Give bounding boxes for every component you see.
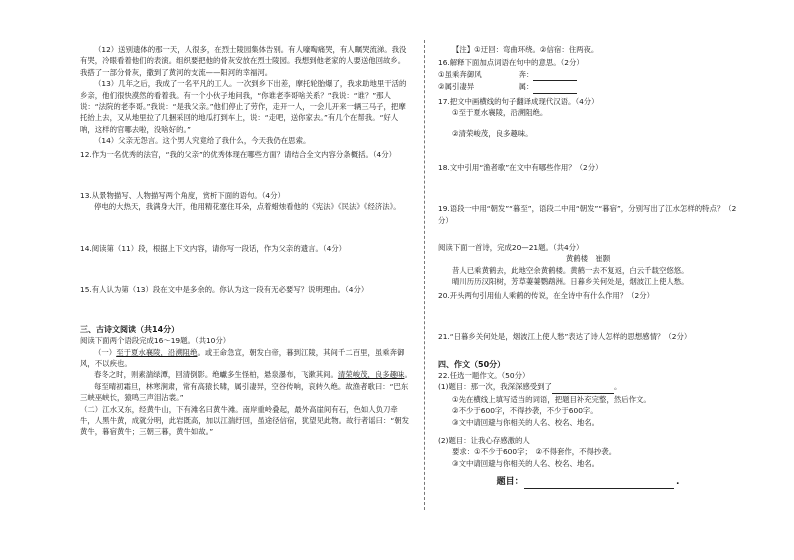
right-column bbox=[438, 44, 738, 489]
answer-space-19 bbox=[438, 226, 738, 242]
question-16a-word: 奔： bbox=[518, 69, 534, 79]
question-15: 15.有人认为第（13）段在文中是多余的。你认为这一段有无必要写？说明理由。（4分） bbox=[80, 285, 369, 295]
question-16a bbox=[438, 69, 738, 81]
topic-2-rule-3: ③文中请回避与你相关的人名、校名、地名。 bbox=[452, 458, 600, 468]
question-17: 17.把文中画横线的句子翻译成现代汉语。（4分） bbox=[438, 96, 599, 106]
answer-space-21 bbox=[438, 343, 738, 359]
question-16: 16.解释下面加点词语在句中的意思。（2分） bbox=[438, 58, 584, 68]
question-14: 14.阅读第（11）段，根据上下文内容，请你写一段话，作为父亲的遗言。（4分） bbox=[80, 243, 347, 253]
answer-space-17b bbox=[438, 140, 738, 160]
topic-1-text: (1)题目：那一次，我深深感受到了 bbox=[438, 382, 552, 392]
question-12: 12.作为一名优秀的法官，“我的父亲”的优秀体现在哪些方面？请结合全文内容分条概括。（4分） bbox=[80, 149, 397, 159]
question-19: 19.语段一中用“朝发”“暮至”，语段二中用“朝发”“暮宿”，分别写出了江水怎样的特点？（2分） bbox=[438, 204, 737, 225]
passage-a-2 bbox=[80, 369, 412, 380]
topic-1-rule-3: ③文中请回避与你相关的人名、校名、地名。 bbox=[452, 417, 600, 427]
question-13: 13.从景物描写、人物描写两个角度，赏析下面的语句。（4分） bbox=[80, 191, 285, 201]
topic-2: (2)题目：让我心存感激的人 bbox=[438, 435, 530, 445]
answer-space-14 bbox=[80, 254, 412, 282]
passage-a-1 bbox=[80, 347, 412, 370]
passage-a-label: （一） bbox=[94, 347, 117, 357]
passage-b-text: 江水又东，经黄牛山，下有滩名曰黄牛滩。南岸重岭叠起，最外高崖间有石，色如人负刀牵牛，人黑牛黄，成就分明，此岩既高，加以江湍纡回，虽途径信宿，犹望见此物。故行者谣曰：“朝发黄牛，暮宿黄牛；三朝三暮，黄牛如故。” bbox=[80, 404, 410, 437]
question-21: 21.“日暮乡关何处是，烟波江上使人愁”表达了诗人怎样的思想感情？（2分） bbox=[438, 332, 692, 342]
question-18: 18.文中引用“渔者歌”在文中有哪些作用？（2分） bbox=[438, 162, 603, 172]
passage-b-label: （二） bbox=[80, 404, 103, 414]
topic-1-blank[interactable] bbox=[552, 381, 614, 393]
answer-blank-16b[interactable] bbox=[533, 81, 577, 93]
topic-2-requirements: 要求：①不少于600字； ②不得套作，不得抄袭。 bbox=[452, 447, 617, 457]
passage-a-2-pre: 春冬之时，则素湍绿潭，回清倒影。绝巘多生怪柏，悬泉瀑布，飞漱其间。 bbox=[94, 370, 338, 380]
passage-a-3: 每至晴初霜旦，林寒涧肃，常有高猿长啸，属引凄异，空谷传响，哀转久绝。故渔者歌曰：“巴东三峡巫峡长，猿鸣三声泪沾裳。” bbox=[80, 381, 409, 403]
annotation-note: 【注】①迂回：弯曲环绕。②信宿：住两夜。 bbox=[452, 45, 599, 54]
title-gap bbox=[438, 469, 738, 476]
answer-space-13 bbox=[80, 213, 412, 241]
paragraph-14: （14）父亲无怨言。这个男人究竟给了我什么，今天我仍在思索。 bbox=[94, 136, 311, 146]
left-column bbox=[80, 44, 412, 438]
poem-line-1: 昔人已乘黄鹤去，此地空余黄鹤楼。黄鹤一去不复返，白云千载空悠悠。 bbox=[452, 265, 689, 275]
reading-intro-2: 阅读下面一首诗，完成20—21题。（共4分） bbox=[438, 243, 584, 253]
title-blank[interactable] bbox=[524, 476, 674, 488]
answer-space-12 bbox=[80, 160, 412, 188]
question-16b-text: ②属引凄异 bbox=[438, 82, 475, 92]
answer-space-18 bbox=[438, 173, 738, 201]
poem-line-2: 晴川历历汉阳树，芳草萋萋鹦鹉洲。日暮乡关何处是，烟波江上使人愁。 bbox=[452, 277, 689, 287]
section-4-heading: 四、作文（50分） bbox=[438, 359, 506, 369]
topic-1: (1)题目：那一次，我深深感受到了 。 bbox=[438, 381, 738, 393]
question-17a: ①至于夏水襄陵，沿溯阻绝。 bbox=[452, 108, 548, 118]
paragraph-13: （13）几年之后，我成了一名平凡的工人。一次到乡下出差，摩托轮胎爆了，我求助地里干活的乡亲，他们很快漠然的看着我。有一个小伙子地问我，“你谁老李哥啥关系？”我说：“谁？”那人说：“法院的老李哥。”我说：“是我父亲。”他们停止了劳作，走开一人，一会儿开来一辆三马子，把摩托抬上去，又从地里拉了几捆采回的地瓜打到车上，说：“走吧，送你家去。”有几个在帮我。“好人呐，这样的官哪去啦，没啥好的。” bbox=[80, 79, 407, 134]
answer-space-20 bbox=[438, 301, 738, 329]
topic-1-rule-1: ①先在横线上填写适当的词语，把题目补充完整，然后作文。 bbox=[452, 394, 651, 404]
underlined-sentence-1: 至于夏水襄陵，沿溯阻绝 bbox=[116, 347, 198, 357]
title-line: 题目： . bbox=[496, 477, 680, 488]
answer-blank-16a[interactable] bbox=[533, 69, 577, 81]
passage-b bbox=[80, 404, 412, 438]
question-22: 22.任选一题作文。（50分） bbox=[438, 370, 530, 380]
reading-intro-1: 阅读下面两个语段完成16～19题。（共10分） bbox=[80, 336, 231, 346]
question-16a-text: ①虽乘奔御风 bbox=[438, 69, 482, 79]
answer-space-17a bbox=[438, 118, 738, 128]
section-3-heading: 三、古诗文阅读（共14分） bbox=[80, 324, 180, 334]
question-16b bbox=[438, 81, 738, 93]
title-label: 题目： bbox=[496, 477, 524, 488]
question-13-quote: 停电的大热天，我满身大汗，他用精花塞住耳朵，点着蜡烛看他的《宪法》《民法》《经济法》。 bbox=[94, 202, 401, 212]
topic-1-rule-2: ②不少于600字，不得抄袭，不少于600字。 bbox=[452, 406, 598, 416]
question-17b: ②清荣峻茂，良多趣味。 bbox=[452, 129, 533, 139]
question-20: 20.开头两句引用仙人乘鹤的传说，在全诗中有什么作用？（2分） bbox=[438, 290, 655, 300]
paragraph-12: （12）送别遗体的那一天，人很多，在烈士陵园集体告别。有人嚎啕痛哭，有人瞩哭流涕。我没有哭，冷眼看着他们的表演。组织要把他的骨灰安放在烈士陵园。我想到他老家的人要送他回故乡。我搭了一部分骨灰，撒到了黄河的支流——阳河的幸福河。 bbox=[80, 45, 407, 77]
answer-space-15 bbox=[80, 296, 412, 324]
question-16b-word: 属： bbox=[518, 82, 534, 92]
column-divider bbox=[424, 40, 425, 510]
topic-gap bbox=[438, 428, 738, 435]
passage-a-2-end: 。 bbox=[404, 370, 412, 380]
passage-a-1-rest: 。或王命急宣，朝发白帝，暮到江陵，其间千二百里，虽乘奔御风，不以疾也。 bbox=[80, 347, 405, 368]
underlined-sentence-2: 清荣峻茂，良多趣味 bbox=[337, 370, 405, 380]
poem-title: 黄鹤楼 崔颢 bbox=[565, 254, 611, 264]
